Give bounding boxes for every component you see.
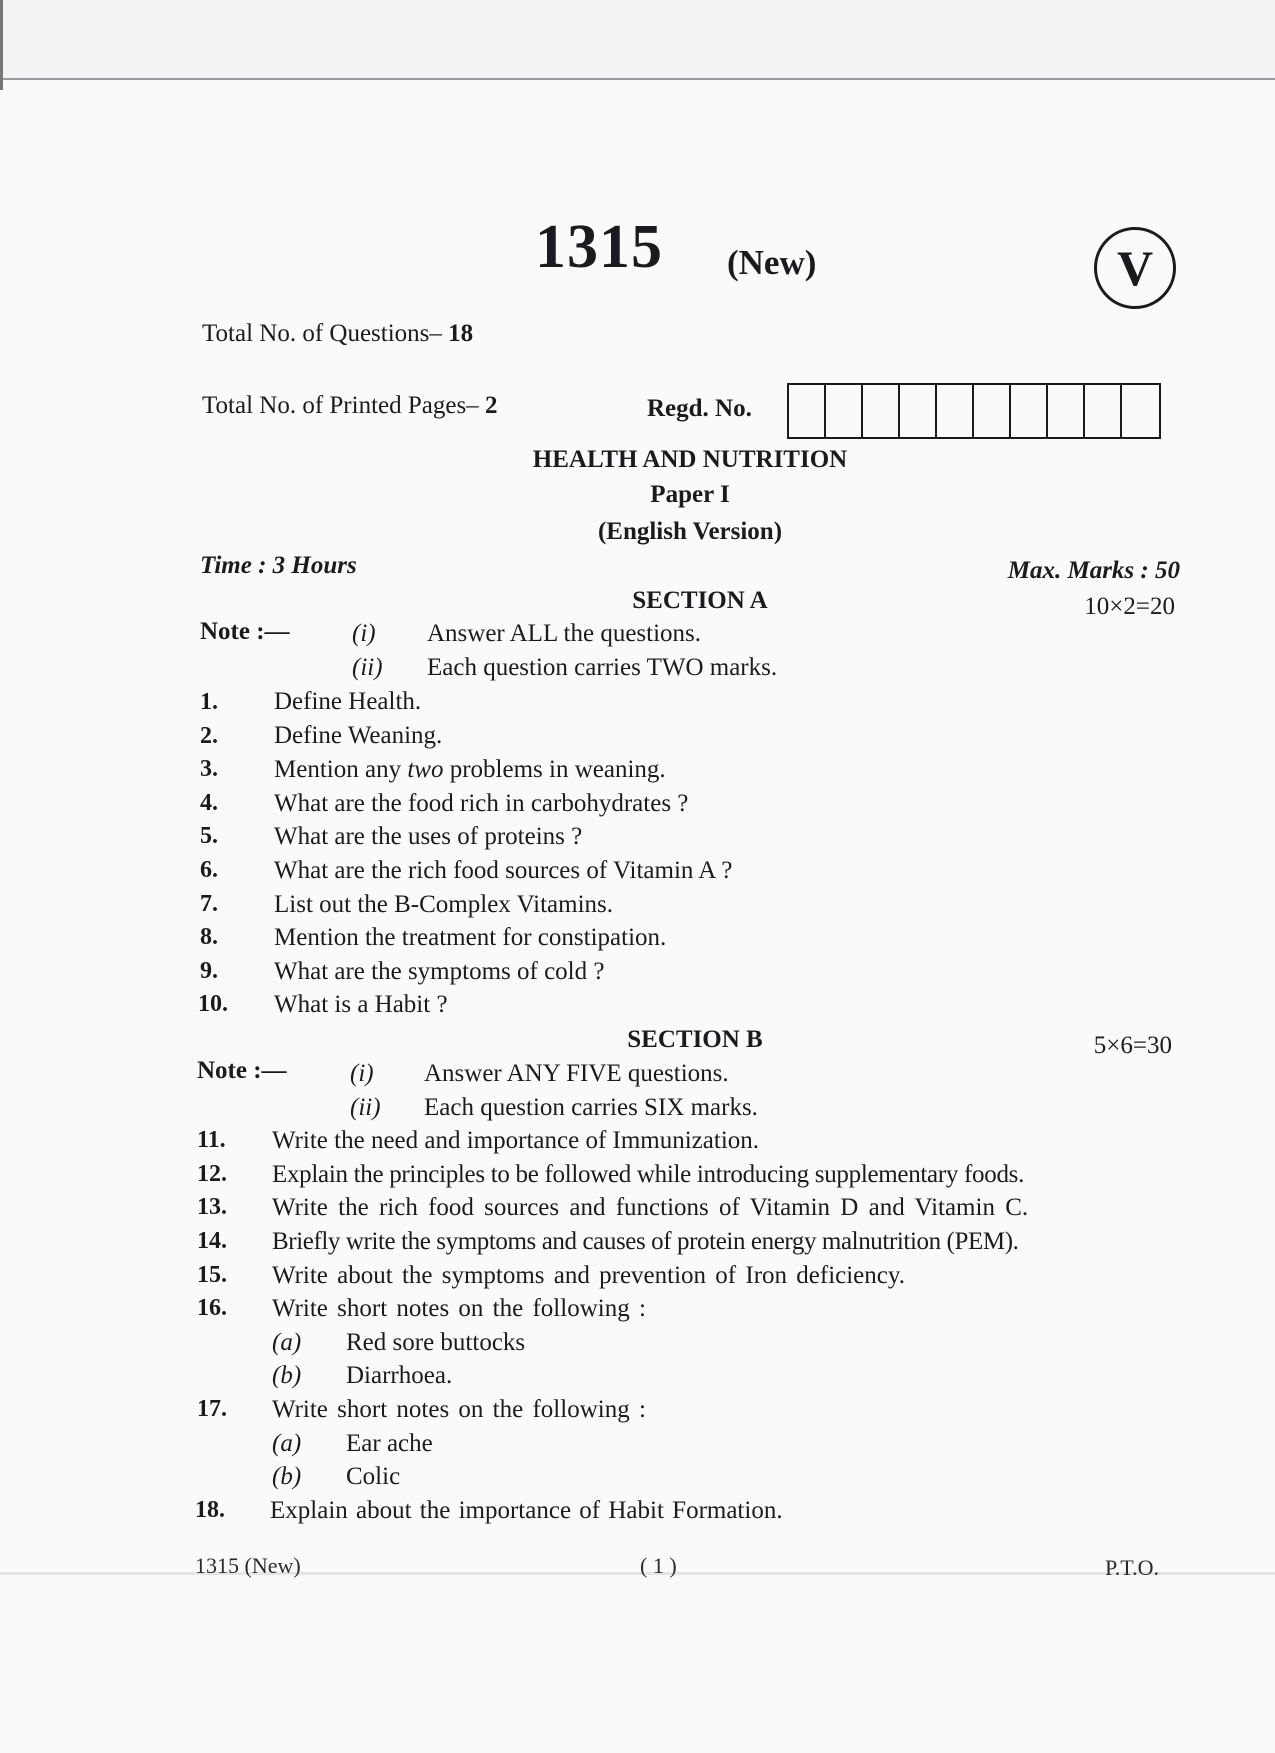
total-questions-line bbox=[202, 320, 473, 348]
question-number: 7. bbox=[200, 891, 218, 917]
scan-top-edge bbox=[0, 0, 1275, 80]
question-text: Write short notes on the following : bbox=[272, 1295, 646, 1322]
section-a-heading: SECTION A bbox=[632, 587, 768, 614]
question-number: 9. bbox=[200, 958, 218, 984]
question-number: 8. bbox=[200, 924, 218, 950]
regd-number-boxes[interactable] bbox=[787, 383, 1161, 439]
bleed-through-smudge bbox=[0, 1572, 1275, 1575]
regd-box[interactable] bbox=[1122, 385, 1159, 437]
question-number: 13. bbox=[197, 1194, 227, 1220]
subpart-text: Colic bbox=[346, 1463, 401, 1490]
total-pages-line bbox=[202, 392, 497, 420]
section-b-marks: 5×6=30 bbox=[1093, 1032, 1172, 1059]
regd-box[interactable] bbox=[974, 385, 1011, 437]
question-text: What are the uses of proteins ? bbox=[274, 823, 583, 850]
subpart-label: (b) bbox=[272, 1463, 302, 1490]
question-text: Write short notes on the following : bbox=[272, 1396, 646, 1423]
footer-pto: P.T.O. bbox=[1105, 1555, 1159, 1580]
question-text: Briefly write the symptoms and causes of protein energy malnutrition (PEM). bbox=[272, 1228, 1019, 1255]
question-text: Write about the symptoms and prevention of Iron deficiency. bbox=[272, 1262, 905, 1289]
question-text: Define Health. bbox=[274, 688, 422, 715]
paper-code: 1315 bbox=[535, 213, 663, 281]
question-text: What is a Habit ? bbox=[274, 991, 448, 1018]
question-text: Mention the treatment for constipation. bbox=[274, 924, 667, 951]
question-text: What are the symptoms of cold ? bbox=[274, 958, 605, 985]
regd-box[interactable] bbox=[1011, 385, 1048, 437]
regd-box[interactable] bbox=[826, 385, 863, 437]
note-roman: (ii) bbox=[350, 1094, 381, 1121]
subpart-label: (a) bbox=[272, 1329, 302, 1356]
question-text: What are the food rich in carbohydrates ? bbox=[274, 790, 689, 817]
question-text: List out the B-Complex Vitamins. bbox=[274, 891, 614, 918]
scan-left-edge bbox=[0, 0, 3, 90]
footer-code: 1315 (New) bbox=[195, 1553, 301, 1578]
question-number: 2. bbox=[200, 723, 218, 749]
note-roman: (i) bbox=[352, 620, 376, 647]
footer-page-number: ( 1 ) bbox=[640, 1553, 677, 1578]
question-number: 16. bbox=[197, 1295, 227, 1321]
regd-box[interactable] bbox=[789, 385, 826, 437]
paper-title: Paper I bbox=[650, 481, 730, 508]
question-text: Write the rich food sources and functions of Vitamin D and Vitamin C. bbox=[272, 1194, 1029, 1221]
subpart-text: Red sore buttocks bbox=[346, 1329, 526, 1356]
regd-box[interactable] bbox=[937, 385, 974, 437]
question-number: 10. bbox=[198, 991, 228, 1017]
question-text: Write the need and importance of Immunization. bbox=[272, 1127, 760, 1154]
note-text: Each question carries SIX marks. bbox=[424, 1094, 758, 1121]
question-number: 18. bbox=[195, 1497, 225, 1523]
total-pages-label: Total No. of Printed Pages– bbox=[202, 392, 479, 419]
question-number: 6. bbox=[200, 857, 218, 883]
regd-box[interactable] bbox=[1085, 385, 1122, 437]
question-number: 14. bbox=[197, 1228, 227, 1254]
total-questions-value: 18 bbox=[448, 320, 474, 347]
regd-box[interactable] bbox=[863, 385, 900, 437]
question-text bbox=[274, 756, 666, 784]
question-text-emphasis: two bbox=[407, 756, 444, 783]
question-text: What are the rich food sources of Vitamin A ? bbox=[274, 857, 733, 884]
note-text: Each question carries TWO marks. bbox=[427, 654, 778, 681]
regd-label: Regd. No. bbox=[647, 395, 752, 422]
question-number: 15. bbox=[197, 1262, 227, 1288]
question-number: 17. bbox=[197, 1396, 227, 1422]
question-text-part: Mention any bbox=[274, 756, 408, 783]
question-text: Explain the principles to be followed while introducing supplementary foods. bbox=[272, 1161, 1025, 1188]
subpart-text: Ear ache bbox=[346, 1430, 433, 1457]
question-number: 11. bbox=[197, 1127, 226, 1153]
version-title: (English Version) bbox=[597, 518, 783, 545]
version-badge: V bbox=[1094, 227, 1176, 309]
question-text-part: problems in weaning. bbox=[443, 756, 666, 783]
question-number: 1. bbox=[200, 689, 218, 715]
time-allowed: Time : 3 Hours bbox=[200, 552, 357, 579]
section-a-marks: 10×2=20 bbox=[1084, 593, 1175, 620]
max-marks: Max. Marks : 50 bbox=[1007, 557, 1180, 584]
regd-box[interactable] bbox=[1048, 385, 1085, 437]
note-roman: (ii) bbox=[352, 654, 383, 681]
note-roman: (i) bbox=[350, 1060, 374, 1087]
question-number: 4. bbox=[200, 790, 218, 816]
regd-box[interactable] bbox=[900, 385, 937, 437]
question-text: Explain about the importance of Habit Formation. bbox=[270, 1497, 783, 1524]
subpart-label: (a) bbox=[272, 1430, 302, 1457]
section-a-note-label: Note :— bbox=[200, 618, 290, 645]
total-questions-label: Total No. of Questions– bbox=[202, 320, 442, 347]
section-b-heading: SECTION B bbox=[627, 1026, 763, 1053]
question-number: 5. bbox=[200, 823, 218, 849]
subject-title: HEALTH AND NUTRITION bbox=[532, 446, 848, 473]
section-b-note-label: Note :— bbox=[197, 1057, 287, 1084]
paper-code-suffix: (New) bbox=[727, 243, 817, 282]
note-text: Answer ALL the questions. bbox=[427, 620, 702, 647]
note-text: Answer ANY FIVE questions. bbox=[424, 1060, 729, 1087]
subpart-label: (b) bbox=[272, 1362, 302, 1389]
subpart-text: Diarrhoea. bbox=[346, 1362, 453, 1389]
question-number: 3. bbox=[200, 756, 218, 782]
question-text: Define Weaning. bbox=[274, 722, 443, 749]
question-number: 12. bbox=[197, 1161, 227, 1187]
total-pages-value: 2 bbox=[484, 392, 498, 419]
